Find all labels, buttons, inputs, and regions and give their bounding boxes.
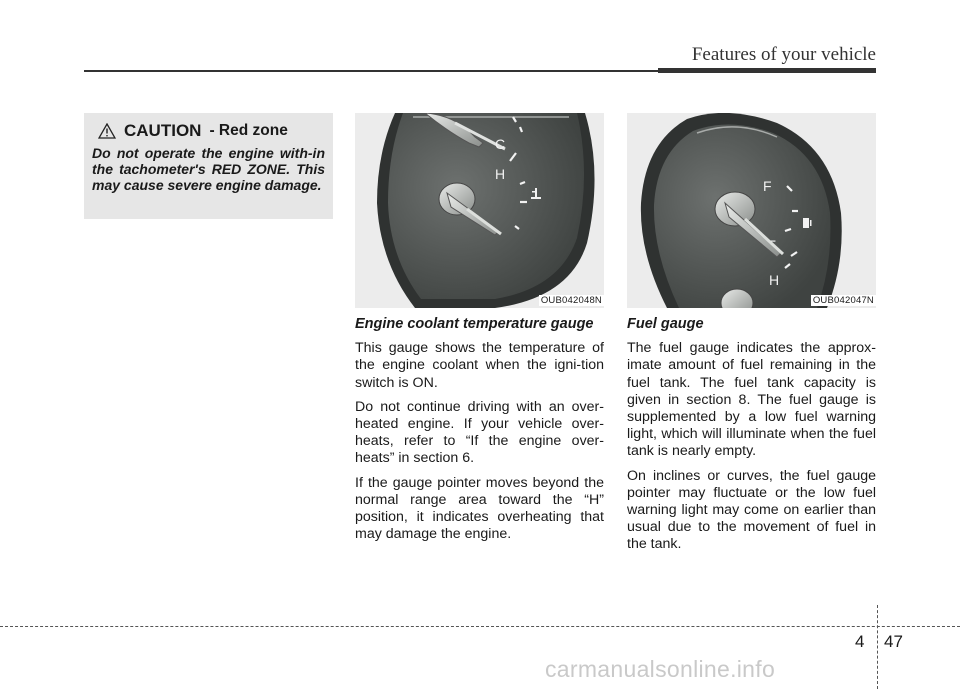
coolant-gauge-illustration — [355, 113, 604, 308]
caution-box — [84, 113, 333, 219]
coolant-paragraph: Do not continue driving with an over-heated engine. If your vehicle over-heats, refer to “If the engine over-heats” in section 6. — [355, 398, 604, 467]
header-rule — [84, 70, 658, 72]
footer-dashed-divider — [877, 605, 878, 689]
footer-dashed-rule — [0, 626, 960, 627]
coolant-paragraph: If the gauge pointer moves beyond the normal range area toward the “H” position, it indicates overheating that may damage the engine. — [355, 474, 604, 543]
header-rule-accent — [658, 68, 876, 73]
fuel-gauge-section — [627, 316, 876, 561]
coolant-gauge-section — [355, 316, 604, 550]
page-header-title: Features of your vehicle — [691, 44, 876, 65]
watermark: carmanualsonline.info — [545, 656, 776, 682]
coolant-paragraph: This gauge shows the temperature of the engine coolant when the igni-tion switch is ON. — [355, 340, 604, 391]
fuel-gauge-figure — [627, 113, 876, 308]
gauge-letter-f: F — [763, 178, 772, 194]
caution-subtitle: - Red zone — [209, 122, 288, 139]
coolant-gauge-figure — [355, 113, 604, 308]
chapter-number: 4 — [855, 632, 865, 651]
coolant-gauge-heading: Engine coolant temperature gauge — [355, 316, 594, 332]
caution-text: Do not operate the engine with-in the tachometer's RED ZONE. This may cause severe engine damage. — [92, 145, 325, 193]
figure-code: OUB042047N — [812, 295, 874, 306]
fuel-paragraph: The fuel gauge indicates the approx-imate amount of fuel remaining in the fuel tank. The fuel tank capacity is given in section 8. The fuel gauge is supplemented by a low fuel warning light, which will illuminate when the fuel tank is nearly empty. — [627, 340, 876, 460]
gauge-letter-h: H — [495, 166, 506, 182]
fuel-gauge-illustration — [627, 113, 876, 308]
fuel-paragraph: On inclines or curves, the fuel gauge pointer may fluctuate or the low fuel warning light may come on earlier than usual due to the movement of fuel in the tank. — [627, 467, 876, 553]
fuel-gauge-heading: Fuel gauge — [627, 316, 704, 332]
warning-triangle-icon — [98, 123, 116, 139]
gauge-letter-c: C — [495, 136, 506, 152]
figure-code: OUB042048N — [540, 295, 602, 306]
gauge-letter-h: H — [769, 272, 780, 288]
caution-title — [98, 121, 325, 141]
caution-label: CAUTION — [124, 121, 202, 140]
page-number: 47 — [884, 632, 903, 651]
